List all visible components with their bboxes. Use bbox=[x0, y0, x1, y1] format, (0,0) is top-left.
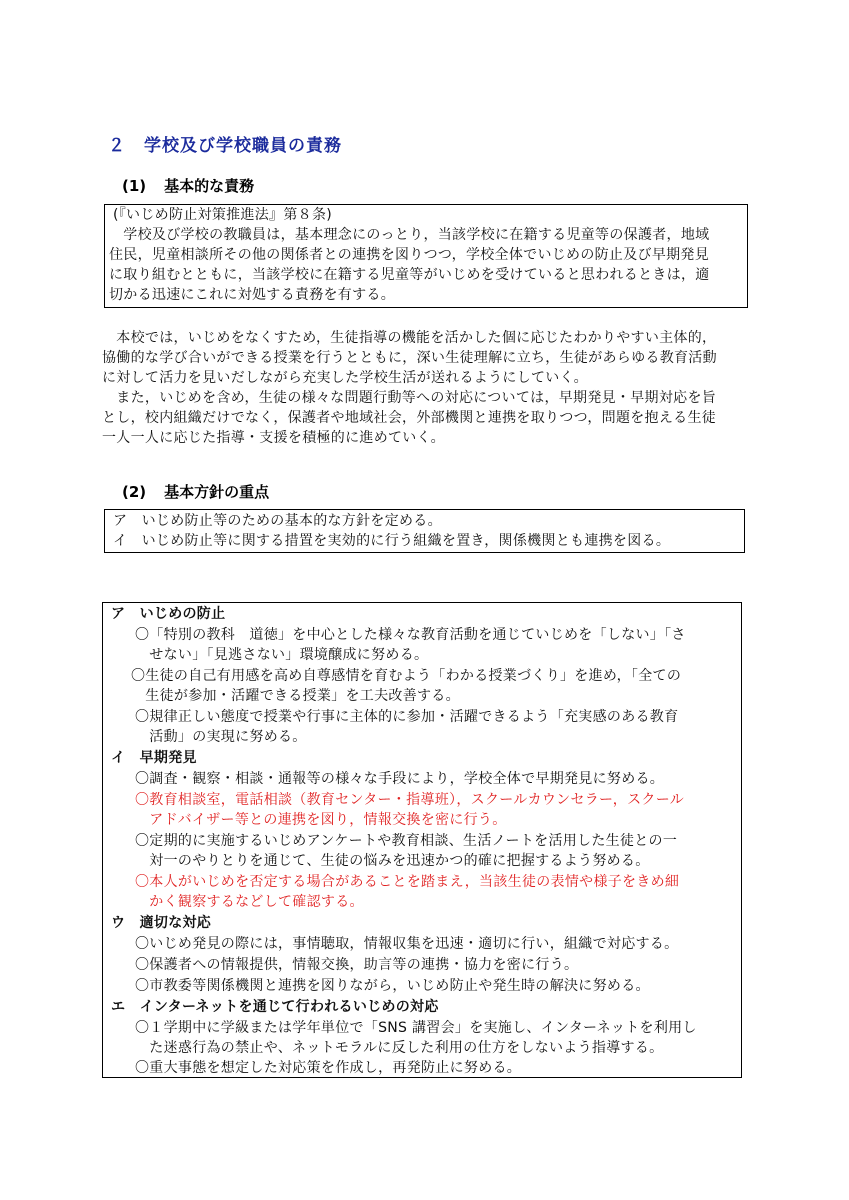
paragraph-line: 協働的な学び合いができる授業を行うとともに，深い生徒理解に立ち，生徒があらゆる教育活動 bbox=[102, 350, 717, 366]
law-line: 学校及び学校の教職員は，基本理念にのっとり，当該学校に在籍する児童等の保護者，地域 bbox=[109, 227, 710, 243]
subheading-number: (2) bbox=[122, 483, 147, 501]
subheading-title: 基本方針の重点 bbox=[164, 483, 270, 501]
measure-line: 〇調査・観察・相談・通報等の様々な手段により，学校全体で早期発見に努める。 bbox=[135, 771, 665, 787]
measure-line-highlight: 〇教育相談室，電話相談（教育センター・指導班），スクールカウンセラー，スクール bbox=[135, 792, 685, 808]
measure-line: 〇定期的に実施するいじめアンケートや教育相談、生活ノートを活用した生徒との一 bbox=[135, 833, 678, 849]
measure-line: 生徒が参加・活躍できる授業」を工夫改善する。 bbox=[131, 688, 460, 704]
policy-focus-box bbox=[104, 509, 745, 553]
measure-line: 〇重大事態を想定した対応策を作成し，再発防止に努める。 bbox=[135, 1060, 522, 1076]
measure-heading-response: ウ 適切な対応 bbox=[111, 915, 212, 931]
measure-line-highlight: かく観察するなどして確認する。 bbox=[135, 894, 364, 910]
law-line: に取り組むとともに，当該学校に在籍する児童等がいじめを受けていると思われるときは，適 bbox=[109, 267, 710, 283]
law-line: 住民，児童相談所その他の関係者との連携を図りつつ，学校全体でいじめの防止及び早期発見 bbox=[109, 247, 710, 263]
measure-line: 〇生徒の自己有用感を高め自尊感情を育むよう「わかる授業づくり」を進め，「全ての bbox=[131, 668, 682, 684]
subheading-number: (1) bbox=[122, 177, 147, 195]
section-number: ２ bbox=[108, 136, 126, 156]
measure-line-highlight: アドバイザー等との連携を図り，情報交換を密に行う。 bbox=[135, 812, 507, 828]
subheading-title: 基本的な責務 bbox=[164, 177, 255, 195]
paragraph-line: 一人一人に応じた指導・支援を積極的に進めていく。 bbox=[102, 430, 445, 446]
paragraph-line: に対して活力を見いだしながら充実した学校生活が送れるようにしていく。 bbox=[102, 370, 588, 386]
subheading-policy-focus bbox=[122, 481, 269, 502]
measure-line: 活動」の実現に努める。 bbox=[135, 729, 307, 745]
paragraph-line: また，いじめを含め，生徒の様々な問題行動等への対応については，早期発見・早期対応を旨 bbox=[102, 390, 717, 406]
measure-line: 〇いじめ発見の際には，事情聴取，情報収集を迅速・適切に行い，組織で対応する。 bbox=[135, 936, 679, 952]
measures-box bbox=[102, 602, 742, 1078]
section-heading bbox=[108, 131, 342, 156]
measure-line: 〇１学期中に学級または学年単位で「SNS 講習会」を実施し、インターネットを利用し bbox=[135, 1020, 697, 1036]
measure-line: 〇「特別の教科 道徳」を中心とした様々な教育活動を通じていじめを「しない」「さ bbox=[135, 627, 686, 643]
measure-line: せない」「見逃さない」環境醸成に努める。 bbox=[135, 647, 429, 663]
policy-item: ア いじめ防止等のための基本的な方針を定める。 bbox=[113, 513, 442, 529]
section-title: 学校及び学校職員の責務 bbox=[144, 136, 342, 156]
measure-heading-prevention: ア いじめの防止 bbox=[111, 606, 226, 622]
law-quote-box bbox=[104, 204, 748, 308]
measure-line-highlight: 〇本人がいじめを否定する場合があることを踏まえ，当該生徒の表情や様子をきめ細 bbox=[135, 874, 680, 890]
measure-line: 〇保護者への情報提供，情報交換，助言等の連携・協力を密に行う。 bbox=[135, 957, 579, 973]
subheading-basic-duties bbox=[122, 175, 254, 196]
paragraph-line: 本校では，いじめをなくすため，生徒指導の機能を活かした個に応じたわかりやすい主体的， bbox=[102, 330, 717, 346]
paragraph-line: とし，校内組織だけでなく，保護者や地域社会，外部機関と連携を取りつつ，問題を抱える生徒 bbox=[102, 410, 717, 426]
law-line: 切かる迅速にこれに対処する責務を有する。 bbox=[109, 287, 395, 303]
policy-item: イ いじめ防止等に関する措置を実効的に行う組織を置き，関係機関とも連携を図る。 bbox=[113, 533, 671, 549]
measure-line: 〇市教委等関係機関と連携を図りながら，いじめ防止や発生時の解決に努める。 bbox=[135, 978, 650, 994]
measure-heading-internet: エ インターネットを通じて行われるいじめの対応 bbox=[111, 999, 439, 1015]
law-source: (『いじめ防止対策推進法』第８条) bbox=[113, 207, 333, 223]
measure-heading-early-detection: イ 早期発見 bbox=[111, 750, 197, 766]
measure-line: 〇規律正しい態度で授業や行事に主体的に参加・活躍できるよう「充実感のある教育 bbox=[135, 709, 679, 725]
measure-line: た迷惑行為の禁止や、ネットモラルに反した利用の仕方をしないよう指導する。 bbox=[135, 1040, 664, 1056]
measure-line: 対一のやりとりを通じて、生徒の悩みを迅速かつ的確に把握するよう努める。 bbox=[135, 853, 650, 869]
